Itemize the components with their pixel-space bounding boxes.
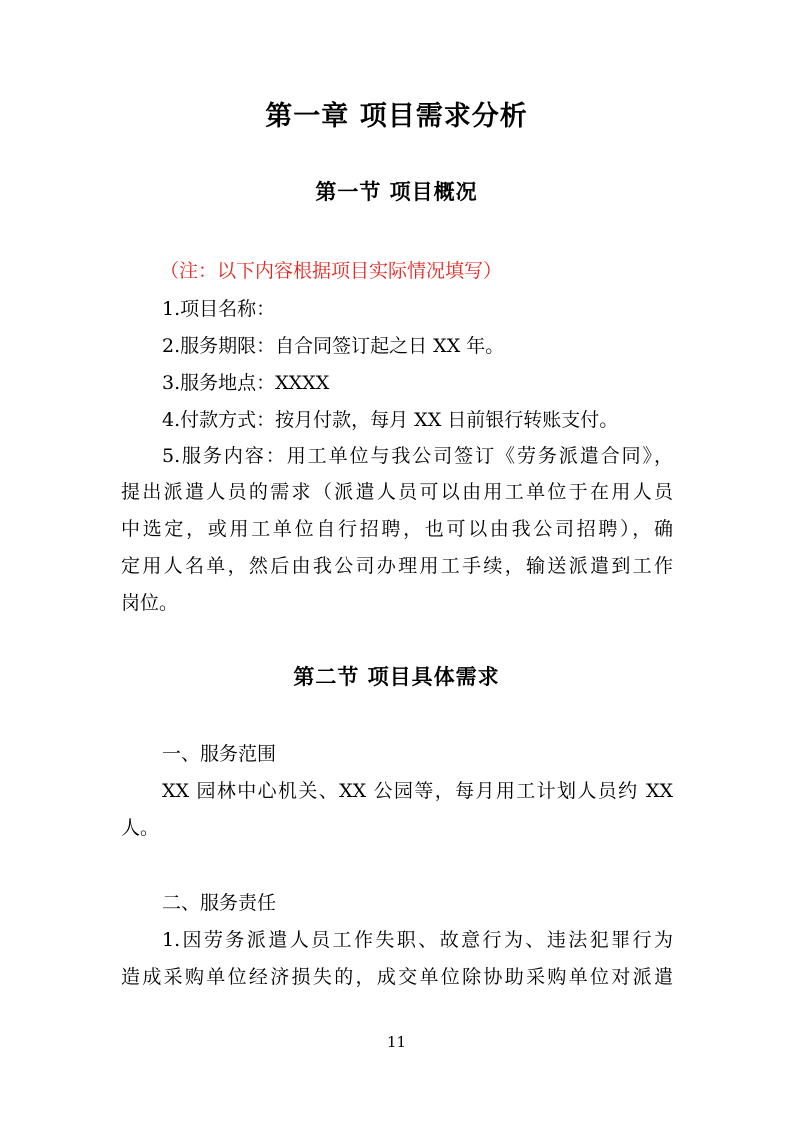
scope-heading: 一、服务范围 xyxy=(162,743,277,765)
scope-line: 人。 xyxy=(121,817,160,839)
scope-line: XX 园林中心机关、XX 公园等，每月用工计划人员约 XX xyxy=(162,780,673,802)
item-service-content-line: 岗位。 xyxy=(121,592,179,614)
section-title-overview: 第一节 项目概况 xyxy=(315,180,478,204)
item-service-content-line: 定用人名单，然后由我公司办理用工手续，输送派遣到工作 xyxy=(121,555,673,577)
item-service-location: 3.服务地点：XXXX xyxy=(162,372,330,394)
duty-line: 造成采购单位经济损失的，成交单位除协助采购单位对派遣 xyxy=(121,966,673,988)
page-number: 11 xyxy=(386,1033,407,1051)
section-title-requirements: 第二节 项目具体需求 xyxy=(293,665,500,689)
chapter-title: 第一章 项目需求分析 xyxy=(265,101,528,132)
item-service-content-line: 5.服务内容：用工单位与我公司签订《劳务派遣合同》， xyxy=(162,445,673,467)
item-service-content-line: 提出派遣人员的需求（派遣人员可以由用工单位于在用人员 xyxy=(121,481,673,503)
duty-line: 1.因劳务派遣人员工作失职、故意行为、违法犯罪行为 xyxy=(162,929,673,951)
item-payment-method: 4.付款方式：按月付款，每月 XX 日前银行转账支付。 xyxy=(162,409,619,431)
item-service-content-line: 中选定，或用工单位自行招聘，也可以由我公司招聘），确 xyxy=(121,518,673,540)
item-project-name: 1.项目名称： xyxy=(162,298,276,320)
item-service-period: 2.服务期限：自合同签订起之日 XX 年。 xyxy=(162,335,505,357)
duty-heading: 二、服务责任 xyxy=(162,892,277,914)
fill-in-note: （注：以下内容根据项目实际情况填写） xyxy=(160,260,503,282)
